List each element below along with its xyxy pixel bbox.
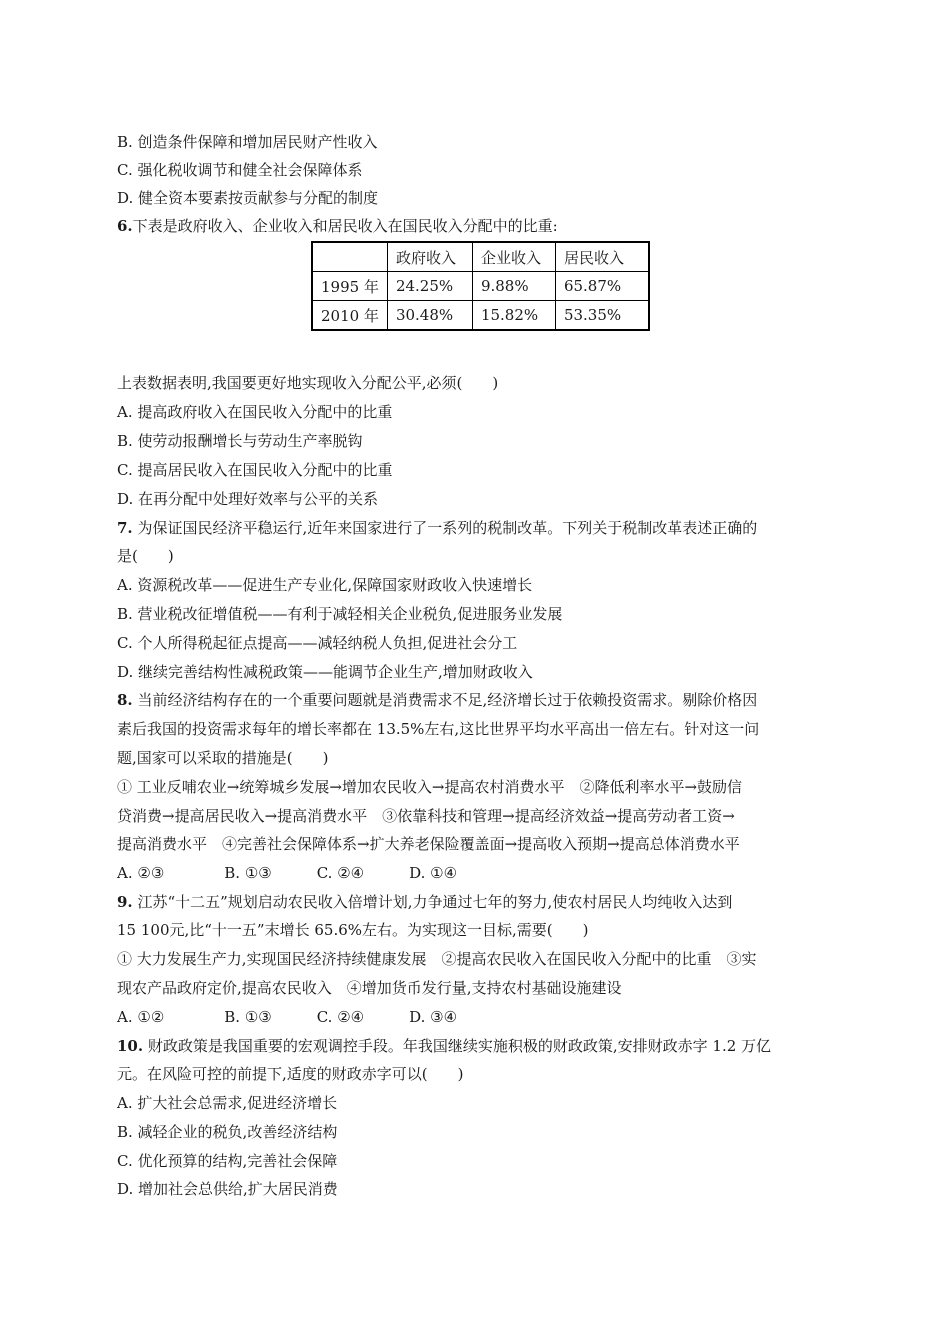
- q6-option-b: B. 使劳动报酬增长与劳动生产率脱钩: [117, 432, 363, 450]
- q7-stem-line-1: [117, 518, 757, 538]
- q7-option-b: B. 营业税改征增值税——有利于减轻相关企业税负,促进服务业发展: [117, 605, 563, 623]
- table-header-cell: 居民收入: [555, 242, 649, 272]
- table-cell: 15.82%: [472, 301, 555, 331]
- table-cell: 9.88%: [472, 272, 555, 301]
- q10-option-c: C. 优化预算的结构,完善社会保障: [117, 1152, 338, 1170]
- q10-line-1: [117, 1036, 771, 1056]
- table-header-cell: [312, 242, 387, 272]
- q6-question: 上表数据表明,我国要更好地实现收入分配公平,必须( ): [117, 374, 499, 392]
- q8-answer-choices: A. ②③ B. ①③ C. ②④ D. ①④: [117, 864, 458, 882]
- q8-line-1: [117, 690, 757, 710]
- q5-option-b: B. 创造条件保障和增加居民财产性收入: [117, 133, 378, 151]
- q6-option-d: D. 在再分配中处理好效率与公平的关系: [117, 490, 379, 508]
- q10-option-d: D. 增加社会总供给,扩大居民消费: [117, 1180, 338, 1198]
- q6-option-c: C. 提高居民收入在国民收入分配中的比重: [117, 461, 393, 479]
- q5-option-c: C. 强化税收调节和健全社会保障体系: [117, 161, 363, 179]
- q8-line-2: 素后我国的投资需求每年的增长率都在 13.5%左右,这比世界平均水平高出一倍左右。针对这一问: [117, 720, 760, 738]
- q7-stem-line-2: 是( ): [117, 547, 174, 565]
- table-cell: 30.48%: [387, 301, 472, 331]
- table-row: [312, 272, 649, 301]
- q9-line-4: 现农产品政府定价,提高农民收入 ④增加货币发行量,支持农村基础设施建设: [117, 979, 622, 997]
- q6-option-a: A. 提高政府收入在国民收入分配中的比重: [117, 403, 393, 421]
- q10-line-2: 元。在风险可控的前提下,适度的财政赤字可以( ): [117, 1065, 464, 1083]
- q9-line-1: [117, 892, 732, 912]
- q6-number: 6.: [117, 217, 133, 235]
- q7-option-d: D. 继续完善结构性减税政策——能调节企业生产,增加财政收入: [117, 663, 533, 681]
- q8-line-4: ① 工业反哺农业→统筹城乡发展→增加农民收入→提高农村消费水平 ②降低利率水平→鼓励信: [117, 778, 743, 796]
- q8-line-3: 题,国家可以采取的措施是( ): [117, 749, 329, 767]
- q10-option-b: B. 减轻企业的税负,改善经济结构: [117, 1123, 338, 1141]
- q9-text-1: 江苏“十二五”规划启动农民收入倍增计划,力争通过七年的努力,使农村居民人均纯收入达到: [132, 893, 733, 911]
- q9-answer-choices: A. ①② B. ①③ C. ②④ D. ③④: [117, 1008, 458, 1026]
- q10-text-1: 财政政策是我国重要的宏观调控手段。年我国继续实施积极的财政政策,安排财政赤字 1.2 万亿: [143, 1037, 772, 1055]
- q7-option-c: C. 个人所得税起征点提高——减轻纳税人负担,促进社会分工: [117, 634, 518, 652]
- table-cell: 65.87%: [555, 272, 649, 301]
- table-cell: 2010 年: [312, 301, 387, 331]
- q8-number: 8.: [117, 691, 133, 709]
- q9-line-2: 15 100元,比“十一五”末增长 65.6%左右。为实现这一目标,需要( ): [117, 921, 589, 939]
- income-share-table: [311, 241, 650, 331]
- q8-text-1: 当前经济结构存在的一个重要问题就是消费需求不足,经济增长过于依赖投资需求。剔除价格因: [132, 691, 758, 709]
- q10-number: 10.: [117, 1037, 144, 1055]
- table-cell: 53.35%: [555, 301, 649, 331]
- q7-number: 7.: [117, 519, 133, 537]
- q9-number: 9.: [117, 893, 133, 911]
- q6-stem-text: 下表是政府收入、企业收入和居民收入在国民收入分配中的比重:: [132, 217, 558, 235]
- q9-line-3: ① 大力发展生产力,实现国民经济持续健康发展 ②提高农民收入在国民收入分配中的比重 ③实: [117, 950, 757, 968]
- table-cell: 24.25%: [387, 272, 472, 301]
- q7-stem-text: 为保证国民经济平稳运行,近年来国家进行了一系列的税制改革。下列关于税制改革表述正确的: [132, 519, 758, 537]
- q6-stem: [117, 216, 558, 236]
- table-header-cell: 企业收入: [472, 242, 555, 272]
- table-header-row: [312, 242, 649, 272]
- table-row: [312, 301, 649, 331]
- q7-option-a: A. 资源税改革——促进生产专业化,保障国家财政收入快速增长: [117, 576, 533, 594]
- table-header-cell: 政府收入: [387, 242, 472, 272]
- q8-line-5: 贷消费→提高居民收入→提高消费水平 ③依靠科技和管理→提高经济效益→提高劳动者工资→: [117, 807, 735, 825]
- q10-option-a: A. 扩大社会总需求,促进经济增长: [117, 1094, 338, 1112]
- table-cell: 1995 年: [312, 272, 387, 301]
- q5-option-d: D. 健全资本要素按贡献参与分配的制度: [117, 189, 379, 207]
- q8-line-6: 提高消费水平 ④完善社会保障体系→扩大养老保险覆盖面→提高收入预期→提高总体消费水平: [117, 835, 740, 853]
